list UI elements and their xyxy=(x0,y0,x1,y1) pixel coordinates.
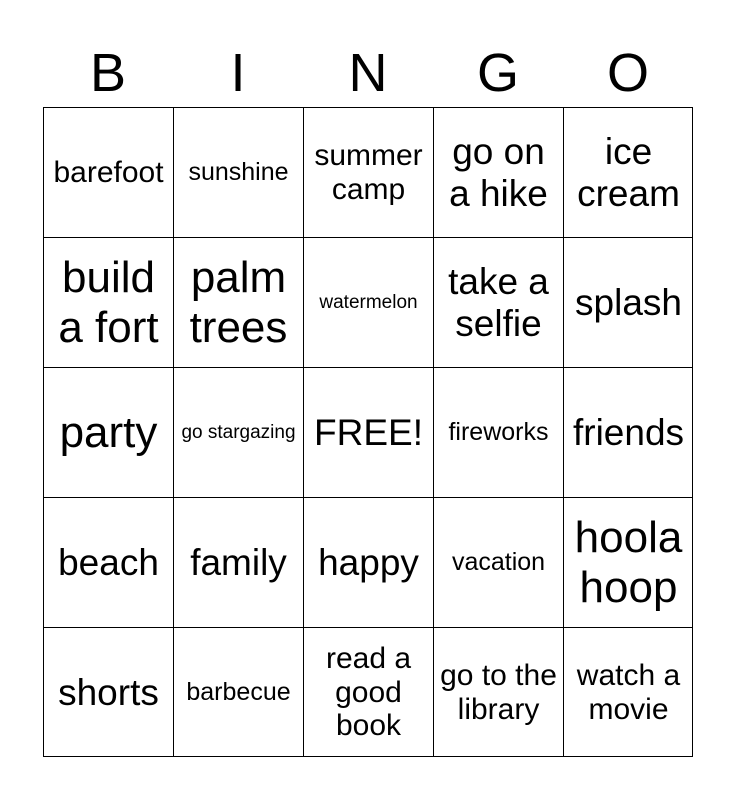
bingo-cell[interactable] xyxy=(563,627,693,757)
bingo-cell[interactable] xyxy=(433,237,563,367)
cell-label: go stargazing xyxy=(181,421,296,443)
bingo-cell[interactable] xyxy=(433,497,563,627)
cell-label: go to the library xyxy=(440,658,557,726)
cell-label: vacation xyxy=(451,548,546,577)
bingo-cell[interactable] xyxy=(43,497,173,627)
cell-label: sunshine xyxy=(188,158,289,187)
bingo-cell[interactable] xyxy=(43,107,173,237)
cell-label: barefoot xyxy=(53,155,164,189)
header-letter-n: N xyxy=(348,43,388,103)
bingo-cell[interactable] xyxy=(303,497,433,627)
cell-label: ice cream xyxy=(577,130,680,214)
bingo-header xyxy=(43,38,693,108)
cell-label: fireworks xyxy=(448,418,549,447)
cell-label: friends xyxy=(572,411,685,453)
bingo-cell[interactable] xyxy=(563,367,693,497)
cell-label: watch a movie xyxy=(576,658,681,726)
cell-label: beach xyxy=(58,541,159,583)
cell-label: family xyxy=(190,541,287,583)
bingo-cell[interactable] xyxy=(433,367,563,497)
bingo-cell[interactable] xyxy=(303,627,433,757)
cell-label: read a good book xyxy=(325,641,412,743)
cell-label: barbecue xyxy=(186,678,291,707)
bingo-cell[interactable] xyxy=(43,627,173,757)
free-space-label: FREE! xyxy=(314,411,423,453)
bingo-cell[interactable] xyxy=(173,497,303,627)
cell-label: summer camp xyxy=(314,138,423,206)
cell-label: watermelon xyxy=(319,291,418,313)
bingo-cell free-space[interactable] xyxy=(303,367,433,497)
cell-label: happy xyxy=(318,541,419,583)
bingo-cell[interactable] xyxy=(43,367,173,497)
bingo-cell[interactable] xyxy=(433,107,563,237)
cell-label: take a selfie xyxy=(448,260,549,344)
cell-label: shorts xyxy=(58,671,159,713)
bingo-cell[interactable] xyxy=(563,237,693,367)
cell-label: go on a hike xyxy=(449,130,548,214)
bingo-cell[interactable] xyxy=(173,367,303,497)
cell-label: hoola hoop xyxy=(574,512,683,612)
bingo-cell[interactable] xyxy=(563,107,693,237)
cell-label: splash xyxy=(575,281,682,323)
bingo-cell[interactable] xyxy=(43,237,173,367)
header-letter-i: I xyxy=(230,43,246,103)
header-letter-o: O xyxy=(606,43,649,103)
bingo-cell[interactable] xyxy=(173,627,303,757)
bingo-card-grid xyxy=(43,107,693,757)
bingo-cell[interactable] xyxy=(173,237,303,367)
header-letter-g: G xyxy=(476,43,519,103)
cell-label: build a fort xyxy=(58,252,159,352)
header-letter-b: B xyxy=(89,43,127,103)
bingo-cell[interactable] xyxy=(433,627,563,757)
bingo-cell[interactable] xyxy=(303,107,433,237)
bingo-cell[interactable] xyxy=(173,107,303,237)
bingo-cell[interactable] xyxy=(563,497,693,627)
bingo-cell[interactable] xyxy=(303,237,433,367)
cell-label: party xyxy=(59,407,158,457)
cell-label: palm trees xyxy=(189,252,288,352)
